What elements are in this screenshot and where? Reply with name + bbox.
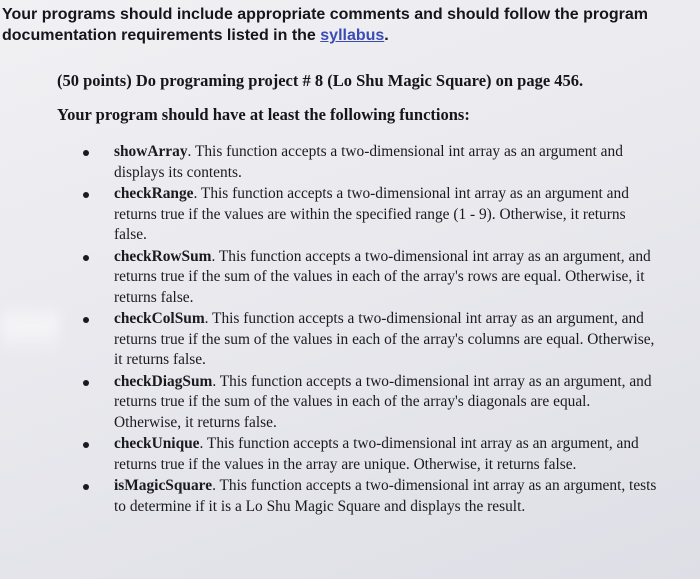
intro-text-end: . <box>384 27 389 44</box>
function-description: . This function accepts a two-dimensional int array as an argument, and returns true if the sum of the values in each of the array's rows are equal. Otherwise, it returns false. <box>114 247 651 306</box>
function-description: . This function accepts a two-dimensional int array as an argument, and returns true if the sum of the values in each of the array's columns are equal. Otherwise, it returns false. <box>114 310 655 368</box>
assignment-heading: (50 points) Do programing project # 8 (Lo Shu Magic Square) on page 456. <box>57 71 584 90</box>
function-name: isMagicSquare <box>114 477 213 494</box>
bullet-icon <box>83 150 89 156</box>
function-item-ismagicsquare <box>80 476 660 517</box>
function-list <box>80 142 660 518</box>
function-name: checkColSum <box>114 310 205 327</box>
bullet-icon <box>83 484 89 490</box>
intro-text: Your programs should include appropriate comments and should follow the program documentation requirements listed in the <box>2 6 648 44</box>
function-item-checkdiagsum <box>80 372 660 434</box>
bullet-icon <box>83 380 89 386</box>
function-item-checkunique <box>80 434 660 475</box>
function-item-checkrange <box>80 184 660 246</box>
function-item-checkrowsum <box>80 247 660 309</box>
function-name: checkRowSum <box>114 247 212 265</box>
function-description: . This function accepts a two-dimensional int array as an argument and displays its contents. <box>114 143 623 181</box>
function-description: . This function accepts a two-dimensional int array as an argument, and returns true if the sum of the values in each of the array's diagonals are equal. Otherwise, it returns false. <box>114 372 652 431</box>
function-name: checkRange <box>114 185 194 202</box>
function-item-showarray <box>80 142 660 183</box>
functions-subheading: Your program should have at least the following functions: <box>57 105 470 124</box>
function-description: . This function accepts a two-dimensional int array as an argument, tests to determine if it is a Lo Shu Magic Square and displays the result. <box>114 477 657 515</box>
function-name: checkDiagSum <box>114 372 213 390</box>
function-description: . This function accepts a two-dimensional int array as an argument, and returns true if the values in the array are unique. Otherwise, it returns false. <box>114 435 639 473</box>
function-item-checkcolsum <box>80 309 660 371</box>
syllabus-link[interactable]: syllabus <box>320 27 385 44</box>
bullet-icon <box>83 255 89 261</box>
bullet-icon <box>83 317 89 323</box>
bullet-icon <box>83 442 89 448</box>
intro-paragraph <box>2 4 692 46</box>
function-name: checkUnique <box>114 435 200 452</box>
function-name: showArray <box>114 143 188 160</box>
bullet-icon <box>83 192 89 198</box>
function-description: . This function accepts a two-dimensional int array as an argument and returns true if the values are within the specified range (1 - 9). Otherwise, it returns false. <box>114 185 629 243</box>
screen-glare <box>0 300 60 360</box>
